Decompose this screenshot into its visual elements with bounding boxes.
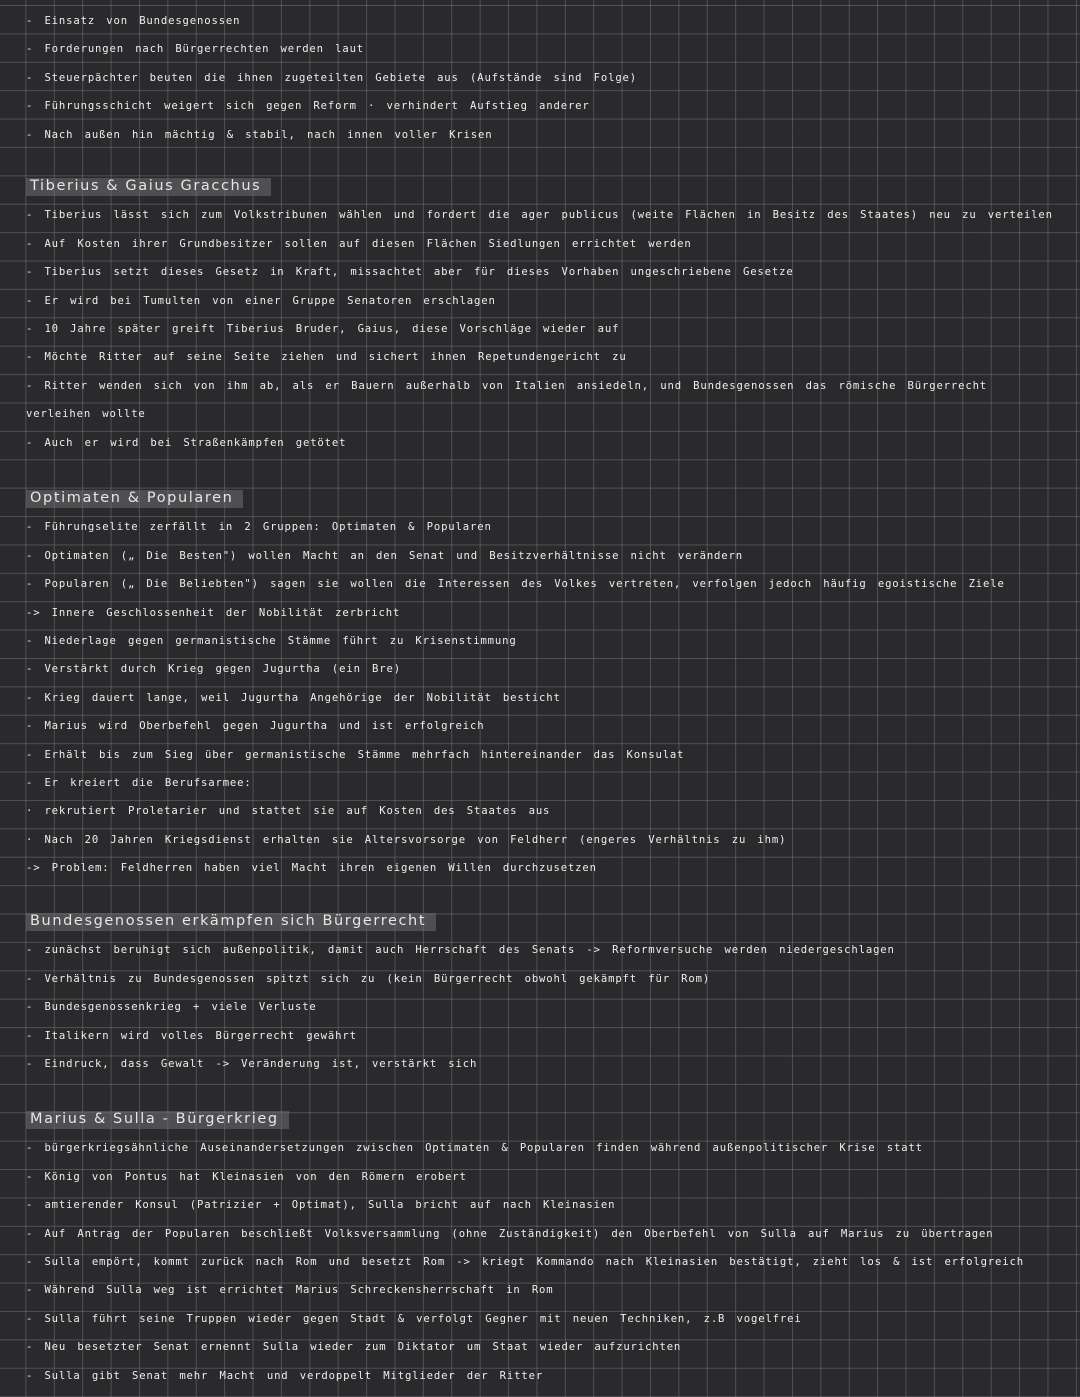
section-heading: Marius & Sulla - Bürgerkrieg: [26, 1111, 289, 1129]
note-line: · rekrutiert Proletarier und stattet sie auf Kosten des Staates aus: [26, 805, 551, 818]
note-line: - Popularen („ Die Beliebten") sagen sie wollen die Interessen des Volkes vertreten, verfolgen jedoch häufig egoistische Ziele: [26, 578, 1005, 591]
note-line: - Krieg dauert lange, weil Jugurtha Angehörige der Nobilität besticht: [26, 691, 561, 704]
note-line: - Eindruck, dass Gewalt -> Veränderung ist, verstärkt sich: [26, 1057, 478, 1070]
note-line: - zunächst beruhigt sich außenpolitik, damit auch Herrschaft des Senats -> Reformversuche werden niedergeschlagen: [26, 944, 895, 957]
note-line: verleihen wollte: [26, 408, 146, 421]
note-line: - Ritter wenden sich von ihm ab, als er Bauern außerhalb von Italien ansiedeln, und Bundesgenossen das römische Bürgerrecht: [26, 379, 988, 392]
sulla-section: [26, 1106, 1066, 1390]
note-line: - Nach außen hin mächtig & stabil, nach innen voller Krisen: [26, 128, 493, 141]
note-line: - Niederlage gegen germanistische Stämme führt zu Krisenstimmung: [26, 634, 517, 647]
note-line: - Verstärkt durch Krieg gegen Jugurtha (ein Bre): [26, 663, 401, 676]
note-line: - Auf Kosten ihrer Grundbesitzer sollen auf diesen Flächen Siedlungen errichtet werden: [26, 237, 692, 250]
note-line: · Nach 20 Jahren Kriegsdienst erhalten sie Altersvorsorge von Feldherr (engeres Verhältnis zu ihm): [26, 833, 787, 846]
note-line: - König von Pontus hat Kleinasien von den Römern erobert: [26, 1170, 467, 1183]
section-heading-row: [26, 485, 1066, 513]
note-line: - Steuerpächter beuten die ihnen zugeteilten Gebiete aus (Aufstände sind Folge): [26, 71, 638, 84]
note-line: - Sulla empört, kommt zurück nach Rom und besetzt Rom -> kriegt Kommando nach Kleinasien bestätigt, zieht los & ist erfolgreich: [26, 1255, 1024, 1268]
note-line: - Führungselite zerfällt in 2 Gruppen: Optimaten & Popularen: [26, 521, 492, 534]
section-heading: Tiberius & Gaius Gracchus: [26, 178, 271, 196]
section-heading-row: [26, 173, 1066, 201]
note-line: - Forderungen nach Bürgerrechten werden laut: [26, 43, 365, 56]
note-line: - Optimaten („ Die Besten") wollen Macht an den Senat und Besitzverhältnisse nicht verändern: [26, 549, 743, 562]
section-heading: Bundesgenossen erkämpfen sich Bürgerrecht: [26, 913, 436, 931]
note-line: - Führungsschicht weigert sich gegen Reform · verhindert Aufstieg anderer: [26, 100, 590, 113]
note-line: - Erhält bis zum Sieg über germanistische Stämme mehrfach hintereinander das Konsulat: [26, 748, 685, 761]
note-line: - Möchte Ritter auf seine Seite ziehen und sichert ihnen Repetundengericht zu: [26, 351, 627, 364]
note-line: - Auf Antrag der Popularen beschließt Volksversammlung (ohne Zuständigkeit) den Oberbefehl von Sulla auf Marius zu übertragen: [26, 1227, 994, 1240]
optimaten-section: [26, 485, 1066, 882]
note-line: - Er kreiert die Berufsarmee:: [26, 776, 252, 789]
note-line: - bürgerkriegsähnliche Auseinandersetzungen zwischen Optimaten & Popularen finden während außenpolitischer Krise statt: [26, 1142, 923, 1155]
note-line: - Sulla führt seine Truppen wieder gegen Stadt & verfolgt Gegner mit neuen Techniken, z.B vogelfrei: [26, 1312, 802, 1325]
note-line: - Während Sulla weg ist errichtet Marius Schreckensherrschaft in Rom: [26, 1284, 554, 1297]
note-line: - 10 Jahre später greift Tiberius Bruder, Gaius, diese Vorschläge wieder auf: [26, 322, 620, 335]
gracchus-section: [26, 173, 1066, 457]
note-line: - Auch er wird bei Straßenkämpfen getötet: [26, 436, 347, 449]
note-line: - Verhältnis zu Bundesgenossen spitzt sich zu (kein Bürgerrecht obwohl gekämpft für Rom): [26, 972, 711, 985]
section-heading-row: [26, 908, 1066, 936]
note-line: - amtierender Konsul (Patrizier + Optimat), Sulla bricht auf nach Kleinasien: [26, 1199, 616, 1212]
note-line: - Einsatz von Bundesgenossen: [26, 15, 241, 27]
intro-section: [26, 7, 1066, 149]
note-line: - Sulla gibt Senat mehr Macht und verdoppelt Mitglieder der Ritter: [26, 1369, 544, 1382]
note-line: - Marius wird Oberbefehl gegen Jugurtha und ist erfolgreich: [26, 720, 485, 733]
note-line: - Er wird bei Tumulten von einer Gruppe Senatoren erschlagen: [26, 294, 496, 307]
note-line: -> Innere Geschlossenheit der Nobilität zerbricht: [26, 606, 401, 619]
note-line: - Tiberius setzt dieses Gesetz in Kraft, missachtet aber für dieses Vorhaben ungeschriebene Gesetze: [26, 266, 794, 279]
section-heading: Optimaten & Popularen: [26, 490, 243, 508]
note-line: -> Problem: Feldherren haben viel Macht ihren eigenen Willen durchzusetzen: [26, 862, 597, 875]
section-heading-row: [26, 1106, 1066, 1134]
bundesgenossen-section: [26, 908, 1066, 1078]
note-line: - Italikern wird volles Bürgerrecht gewährt: [26, 1029, 357, 1042]
note-line: - Neu besetzter Senat ernennt Sulla wieder zum Diktator um Staat wieder aufzurichten: [26, 1341, 682, 1354]
note-line: - Tiberius lässt sich zum Volkstribunen wählen und fordert die ager publicus (weite Flächen in Besitz des Staates) neu zu verteilen: [26, 209, 1053, 222]
note-line: - Bundesgenossenkrieg + viele Verluste: [26, 1001, 317, 1014]
